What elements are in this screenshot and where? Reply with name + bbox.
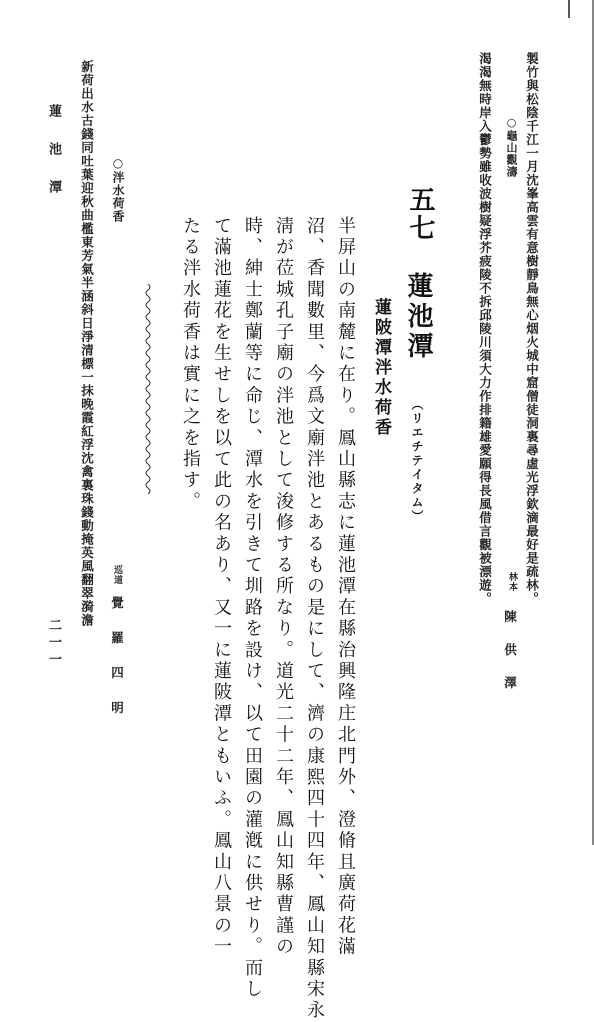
wavy-divider	[143, 284, 153, 496]
entry-subtitle: 蓮陂潭泮水荷香	[371, 298, 391, 438]
poem-line-2: 渴渴無時岸入鬱勢雖收波樹疑浮芥疲陵不拆邱陵川須大力作排籍雄愛願得長風借言觀被漂遊。	[477, 52, 493, 606]
body-column-1: 半屏山の南麓に在り。鳳山縣志に蓮池潭在縣治興隆庄北門外、澄脩且廣荷花滿	[335, 216, 356, 958]
entry-title: 蓮池潭	[403, 272, 433, 362]
body-column-6: たる泮水荷香は實に之を指す。	[180, 216, 201, 513]
page-running-title: 蓮 池 潭	[46, 104, 61, 199]
poem2-author-note: 巡道	[112, 565, 122, 585]
poem2-author-name: 覺 羅 四 明	[109, 596, 125, 719]
poem-author-note: 林本	[507, 572, 517, 592]
page-number: 二一一	[46, 618, 61, 669]
body-column-5: て滿池蓮花を生せしを以て此の名あり、又一に蓮陂潭ともいふ。鳳山八景の一	[211, 216, 232, 958]
entry-number: 五七	[405, 186, 435, 242]
poem2-line: 新荷出水古錢同吐葉迎秋曲檻東芳氣半涵斜日淨清標一抹晚霞紅浮沈禽裏珠錢動掩英風翻翠漪澹	[79, 60, 95, 627]
poem2-label: ○泮水荷香	[111, 156, 125, 223]
poem-line-1: 製竹與松陰千江一月沈峯高雲有意樹靜鳥無心烟火城中窟僧徒洞裏尋虛光浮欽滴最好是疏林。	[524, 52, 540, 606]
scan-edge-mark	[568, 0, 570, 18]
body-column-3: 淸が莅城孔子廟の泮池として浚修する所なり。道光二十二年、鳳山知縣曹謹の	[273, 216, 294, 958]
poem-author-label: ○龜山觀濤	[505, 116, 518, 178]
body-column-4: 時、紳士鄭蘭等に命じ、潭水を引きて圳路を設け、以て田園の灌漑に供せり。而し	[242, 216, 263, 1001]
poem-author-name: 陳 供 澤	[502, 610, 518, 693]
body-column-2: 沼、香聞數里、今爲文廟泮池とあるもの是にして、濟の康熙四十四年、鳳山知縣宋永	[304, 216, 325, 1022]
entry-reading: （リエチテイタム）	[410, 398, 424, 524]
